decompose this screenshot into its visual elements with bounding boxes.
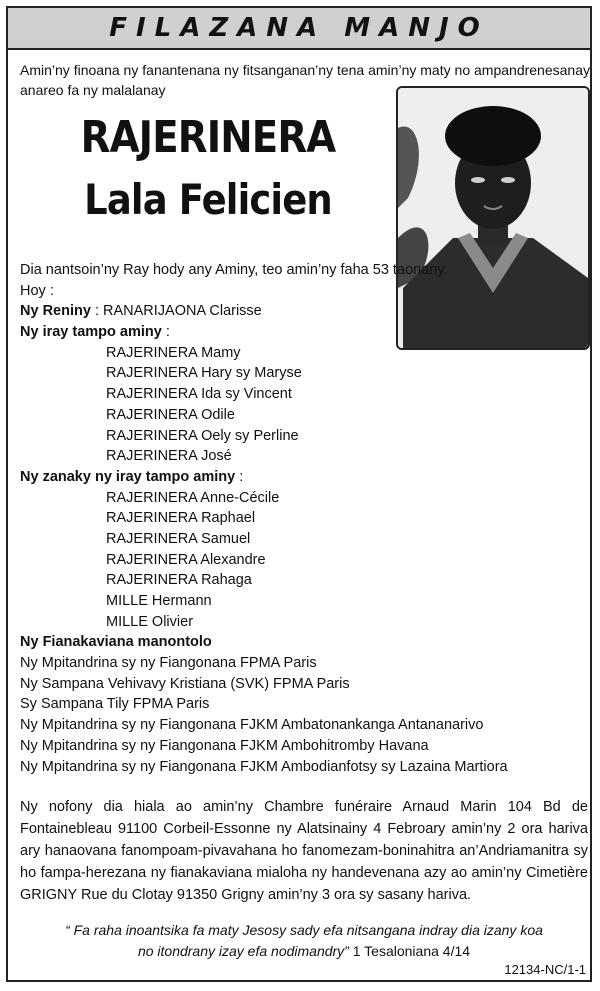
notice-header [6,6,592,50]
bible-quote [20,920,588,962]
notice-title: FILAZANA MANJO [109,13,489,43]
mother-name: RANARIJAONA Clarisse [103,303,262,320]
quote-reference: 1 Tesaloniana 4/14 [348,943,471,959]
nephew-item: RAJERINERA Rahaga [106,572,252,589]
intro-text: Amin’ny finoana ny fanantenana ny fitsanganan’ny tena amin’ny maty no ampandrenesanay anareo fa ny malalanay [20,62,590,98]
family-item: Ny Mpitandrina sy ny Fiangonana FPMA Paris [20,655,317,672]
sibling-item: RAJERINERA Hary sy Maryse [106,365,302,382]
sibling-item: RAJERINERA Ida sy Vincent [106,386,292,403]
quote-line-1: “ Fa raha inoantsika fa maty Jesosy sady efa nitsangana indray dia izany koa [65,922,543,938]
nephew-item: MILLE Hermann [106,593,212,609]
mother-sep: : [90,303,104,320]
siblings-heading [20,322,580,343]
nephew-item: MILLE Olivier [106,613,194,630]
family-item: Ny Mpitandrina sy ny Fiangonana FJKM Ambohitromby Havana [20,737,429,754]
family-list [20,260,580,777]
deceased-surname: RAJERINERA [80,112,336,163]
sibling-item: RAJERINERA José [106,448,232,465]
family-heading: Ny Fianakaviana manontolo [20,634,212,651]
funeral-details: Ny nofony dia hiala ao amin’ny Chambre funéraire Arnaud Marin 104 Bd de Fontainebleau 91100 Corbeil-Essonne ny Alatsinainy 4 Febroary amin’ny 2 ora hariva ary hanaovana fanompoam-pivavahana ho fanomezam-boninahitra an’Andriamanitra sy ho fampa-herezana ny fianakaviana mialoha ny handevenana azy ao amin’ny Cimetière GRIGNY Rue du Clotay 91350 Grigny amin’ny 3 ora sy sasany hariva. [20,799,588,903]
nephew-item: RAJERINERA Anne-Cécile [106,489,280,506]
sibling-item: RAJERINERA Odile [106,406,235,423]
sibling-item: RAJERINERA Mamy [106,344,241,361]
death-notice: Dia nantsoin’ny Ray hody any Aminy, teo amin’ny faha 53 taonany. [20,262,448,278]
hoy-label: Hoy : [20,282,54,299]
reference-code: 12134-NC/1-1 [504,962,586,977]
family-item: Ny Mpitandrina sy ny Fiangonana FJKM Ambodianfotsy sy Lazaina Martiora [20,758,508,775]
siblings-label: Ny iray tampo aminy [20,324,162,341]
nephew-item: RAJERINERA Alexandre [106,551,266,568]
family-item: Ny Mpitandrina sy ny Fiangonana FJKM Ambatonankanga Antananarivo [20,717,484,734]
mother-label: Ny Reniny [20,303,91,320]
siblings-sep: : [161,324,170,341]
nephews-heading [20,467,580,488]
nephew-item: RAJERINERA Samuel [106,530,251,547]
deceased-given-names: Lala Felicien [84,175,332,224]
nephew-item: RAJERINERA Raphael [106,510,256,527]
sibling-item: RAJERINERA Oely sy Perline [106,427,299,444]
family-item: Ny Sampana Vehivavy Kristiana (SVK) FPMA Paris [20,675,350,692]
family-item: Sy Sampana Tily FPMA Paris [20,696,210,713]
quote-line-2: no itondrany izay efa nodimandry” [137,943,349,959]
nephews-sep: : [235,468,244,485]
mother-line [20,301,580,322]
nephews-label: Ny zanaky ny iray tampo aminy [20,468,236,485]
